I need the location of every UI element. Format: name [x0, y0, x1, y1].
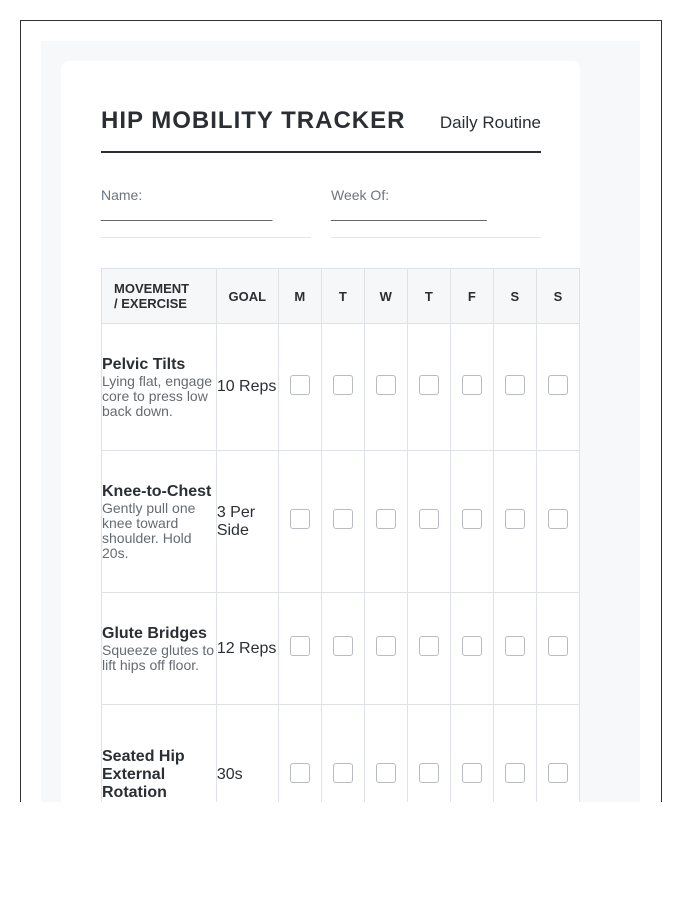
header-day-mon: M [278, 269, 321, 324]
table-row [102, 324, 580, 451]
checkbox-fri[interactable] [462, 636, 482, 656]
header-day-sun: S [536, 269, 579, 324]
checkbox-fri[interactable] [462, 375, 482, 395]
exercise-cell [102, 451, 217, 593]
checkbox-thu[interactable] [419, 509, 439, 529]
checkbox-wed[interactable] [376, 509, 396, 529]
checkbox-fri[interactable] [462, 763, 482, 783]
goal-cell: 12 Reps [216, 593, 278, 705]
header-day-fri: F [450, 269, 493, 324]
header-day-wed: W [364, 269, 407, 324]
table-row [102, 593, 580, 705]
checkbox-sun[interactable] [548, 636, 568, 656]
exercise-cell [102, 705, 217, 803]
checkbox-tue[interactable] [333, 375, 353, 395]
checkbox-wed[interactable] [376, 636, 396, 656]
checkbox-sun[interactable] [548, 509, 568, 529]
checkbox-sat[interactable] [505, 375, 525, 395]
checkbox-wed[interactable] [376, 375, 396, 395]
goal-cell: 3 Per Side [216, 451, 278, 593]
page-title: HIP MOBILITY TRACKER [101, 107, 406, 134]
checkbox-thu[interactable] [419, 763, 439, 783]
header-goal: GOAL [216, 269, 278, 324]
checkbox-wed[interactable] [376, 763, 396, 783]
checkbox-tue[interactable] [333, 509, 353, 529]
header-day-sat: S [493, 269, 536, 324]
week-of-input-line[interactable]: ____________________ [331, 205, 487, 221]
checkbox-mon[interactable] [290, 636, 310, 656]
checkbox-sun[interactable] [548, 375, 568, 395]
checkbox-mon[interactable] [290, 763, 310, 783]
name-label: Name: [101, 187, 143, 203]
page-subtitle: Daily Routine [439, 113, 541, 132]
name-input-line[interactable]: ______________________ [101, 205, 273, 221]
header-day-tue: T [321, 269, 364, 324]
name-field[interactable] [101, 187, 311, 238]
checkbox-sun[interactable] [548, 763, 568, 783]
checkbox-thu[interactable] [419, 375, 439, 395]
exercise-name: Pelvic Tilts [102, 355, 186, 373]
exercise-name: Glute Bridges [102, 624, 207, 642]
header-day-thu: T [407, 269, 450, 324]
goal-cell: 30s [216, 705, 278, 803]
table-row [102, 451, 580, 593]
exercise-description: Lying flat, engage core to press low back down. [102, 372, 213, 419]
exercise-cell [102, 593, 217, 705]
table-row [102, 705, 580, 803]
checkbox-sat[interactable] [505, 509, 525, 529]
header-movement: MOVEMENT / EXERCISE [102, 269, 217, 324]
checkbox-tue[interactable] [333, 763, 353, 783]
checkbox-thu[interactable] [419, 636, 439, 656]
goal-cell: 10 Reps [216, 324, 278, 451]
checkbox-mon[interactable] [290, 509, 310, 529]
exercise-name: Seated Hip External Rotation [102, 748, 185, 801]
exercise-name: Knee-to-Chest [102, 482, 212, 500]
checkbox-sat[interactable] [505, 636, 525, 656]
week-of-field[interactable] [331, 187, 541, 238]
exercise-cell [102, 324, 217, 451]
checkbox-mon[interactable] [290, 375, 310, 395]
tracker-header [101, 105, 541, 153]
table-header-row [102, 269, 580, 324]
tracker-card [61, 61, 580, 802]
document-frame [20, 20, 662, 802]
exercise-description: Gently pull one knee toward shoulder. Hold 20s. [102, 499, 196, 561]
exercise-table [101, 268, 580, 802]
week-of-label: Week Of: [331, 187, 390, 203]
checkbox-sat[interactable] [505, 763, 525, 783]
checkbox-tue[interactable] [333, 636, 353, 656]
checkbox-fri[interactable] [462, 509, 482, 529]
exercise-description: Squeeze glutes to lift hips off floor. [102, 641, 215, 673]
